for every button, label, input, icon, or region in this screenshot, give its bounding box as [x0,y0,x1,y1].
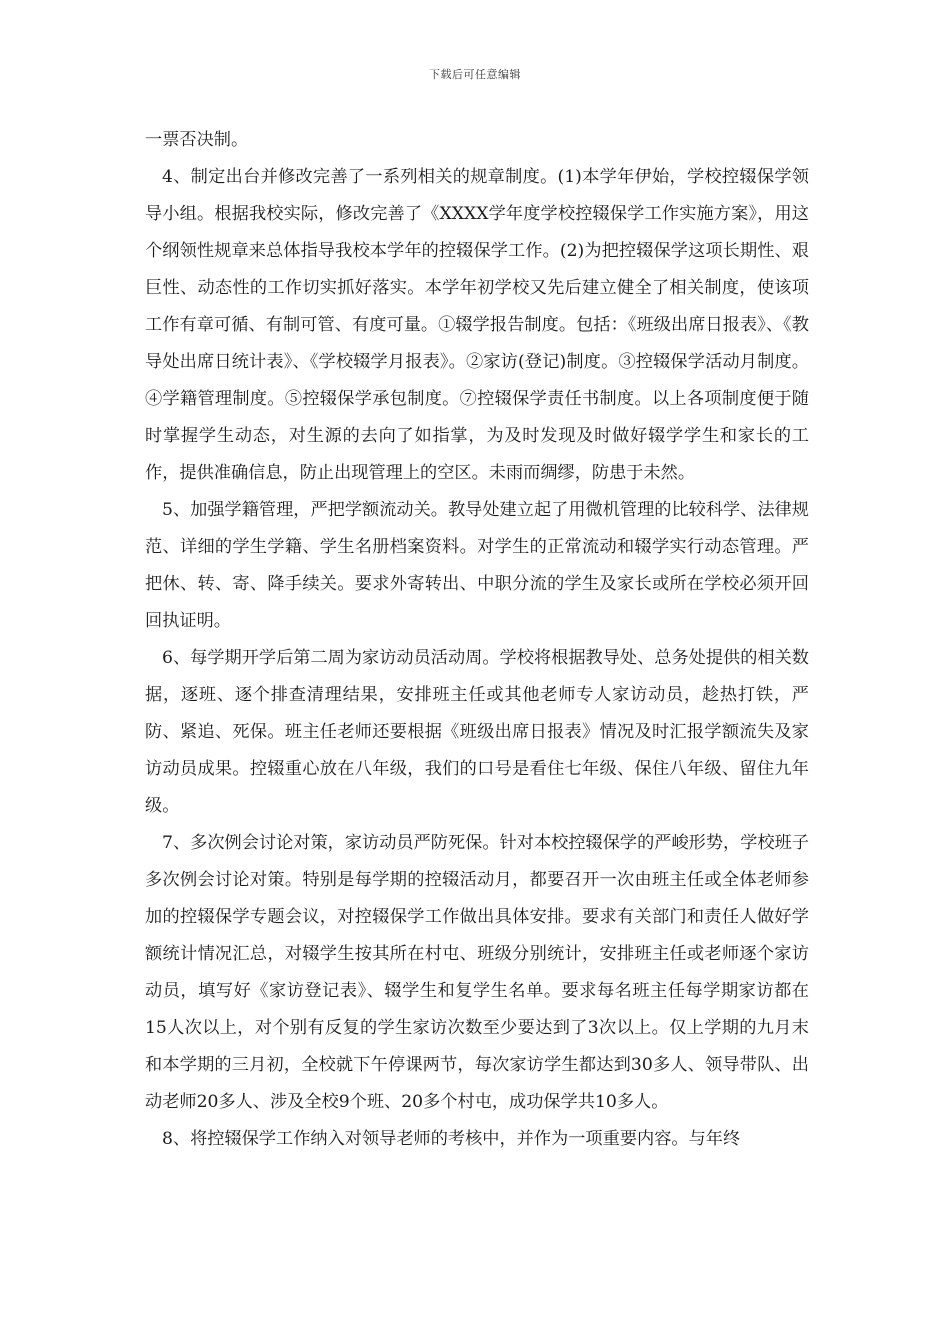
paragraph-item-7: 7、多次例会讨论对策，家访动员严防死保。针对本校控辍保学的严峻形势，学校班子多次例会讨论对策。特别是每学期的控辍活动月，都要召开一次由班主任或全体老师参加的控辍保学专题会议，对控辍保学工作做出具体安排。要求有关部门和责任人做好学额统计情况汇总，对辍学生按其所在村屯、班级分别统计，安排班主任或老师逐个家访动员，填写好《家访登记表》、辍学生和复学生名单。要求每名班主任每学期家访都在15人次以上，对个别有反复的学生家访次数至少要达到了3次以上。仅上学期的九月末和本学期的三月初，全校就下午停课两节，每次家访学生都达到30多人、领导带队、出动老师20多人、涉及全校9个班、20多个村屯，成功保学共10多人。 [145,833,809,1112]
page-header: 下载后可任意编辑 [429,68,521,81]
paragraph-item-5: 5、加强学籍管理，严把学额流动关。教导处建立起了用微机管理的比较科学、法律规范、详细的学生学籍、学生名册档案资料。对学生的正常流动和辍学实行动态管理。严把休、转、寄、降手续关。要求外寄转出、中职分流的学生及家长或所在学校必须开回回执证明。 [145,500,809,631]
document-body [145,122,809,1158]
paragraph-item-4: 4、制定出台并修改完善了一系列相关的规章制度。(1)本学年伊始，学校控辍保学领导小组。根据我校实际，修改完善了《XXXX学年度学校控辍保学工作实施方案》，用这个纲领性规章来总体指导我校本学年的控辍保学工作。(2)为把控辍保学这项长期性、艰巨性、动态性的工作切实抓好落实。本学年初学校又先后建立健全了相关制度，使该项工作有章可循、有制可管、有度可量。①辍学报告制度。包括：《班级出席日报表》、《教导处出席日统计表》、《学校辍学月报表》。②家访(登记)制度。③控辍保学活动月制度。④学籍管理制度。⑤控辍保学承包制度。⑦控辍保学责任书制度。以上各项制度便于随时掌握学生动态，对生源的去向了如指掌，为及时发现及时做好辍学学生和家长的工作，提供准确信息，防止出现管理上的空区。未雨而绸缪，防患于未然。 [145,167,809,483]
paragraph-item-8: 8、将控辍保学工作纳入对领导老师的考核中，并作为一项重要内容。与年终 [162,1129,741,1149]
paragraph-item-6: 6、每学期开学后第二周为家访动员活动周。学校将根据教导处、总务处提供的相关数据，逐班、逐个排查清理结果，安排班主任或其他老师专人家访动员，趁热打铁，严防、紧追、死保。班主任老师还要根据《班级出席日报表》情况及时汇报学额流失及家访动员成果。控辍重心放在八年级，我们的口号是看住七年级、保住八年级、留住九年级。 [145,648,809,816]
paragraph-1-continuation: 一票否决制。 [145,130,249,150]
